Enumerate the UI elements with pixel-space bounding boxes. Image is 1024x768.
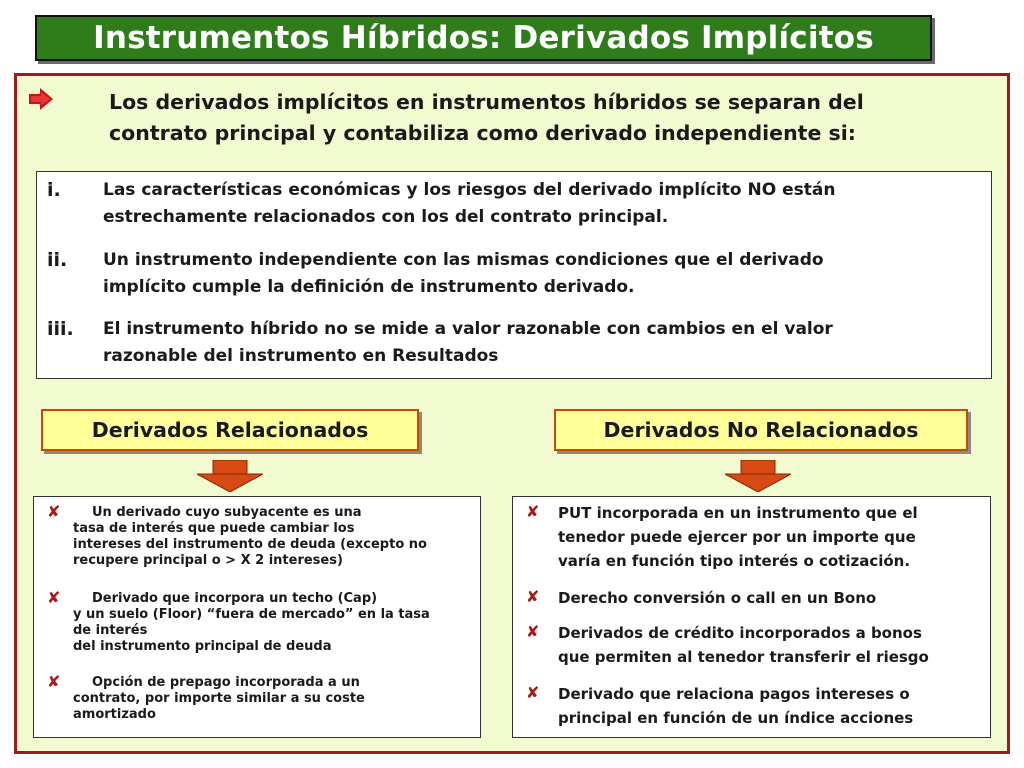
cross-bullet-icon: ✘	[526, 683, 540, 702]
list-item-line: Derivado que relaciona pagos intereses o	[558, 685, 910, 703]
list-item	[47, 588, 477, 655]
down-arrow-icon	[197, 460, 263, 496]
list-item	[526, 501, 986, 573]
condition-line: El instrumento híbrido no se mide a valor razonable con cambios en el valor	[103, 319, 833, 339]
condition-number: iii.	[47, 318, 74, 340]
cross-bullet-icon: ✘	[47, 502, 61, 521]
list-item-line: recupere principal o > X 2 intereses)	[73, 553, 343, 568]
not-related-list-box	[512, 496, 991, 738]
list-item-line: tenedor puede ejercer por un importe que	[558, 528, 916, 546]
condition-item	[47, 177, 977, 231]
main-frame	[14, 73, 1010, 754]
list-item	[47, 672, 477, 723]
list-item-line: Derecho conversión o call en un Bono	[558, 589, 877, 607]
down-arrow-icon	[725, 460, 791, 496]
list-item-line: varía en función tipo interés o cotización.	[558, 552, 911, 570]
related-derivatives-label: Derivados Relacionados	[41, 409, 419, 451]
list-item	[526, 586, 986, 610]
list-item-line: contrato, por importe similar a su coste	[73, 691, 365, 706]
condition-item	[47, 247, 977, 301]
condition-line: estrechamente relacionados con los del contrato principal.	[103, 207, 669, 227]
list-item-line: Derivado que incorpora un techo (Cap)	[92, 591, 378, 606]
red-arrow-icon	[29, 88, 53, 114]
condition-line: razonable del instrumento en Resultados	[103, 346, 499, 366]
page-title: Instrumentos Híbridos: Derivados Implícitos	[35, 15, 932, 61]
list-item-line: Un derivado cuyo subyacente es una	[92, 505, 362, 520]
list-item-line: Derivados de crédito incorporados a bonos	[558, 624, 922, 642]
condition-line: Un instrumento independiente con las mismas condiciones que el derivado	[103, 250, 824, 270]
condition-item	[47, 316, 977, 370]
intro-line: contrato principal y contabiliza como derivado independiente si:	[109, 121, 856, 145]
list-item-line: que permiten al tenedor transferir el riesgo	[558, 648, 929, 666]
conditions-box	[36, 171, 992, 379]
not-related-derivatives-label: Derivados No Relacionados	[554, 409, 968, 451]
list-item-line: de interés	[73, 623, 148, 638]
list-item-line: y un suelo (Floor) “fuera de mercado” en la tasa	[73, 607, 430, 622]
list-item-line: PUT incorporada en un instrumento que el	[558, 504, 918, 522]
list-item	[526, 682, 986, 730]
list-item-line: del instrumento principal de deuda	[73, 639, 332, 654]
list-item-line: Opción de prepago incorporada a un	[92, 675, 360, 690]
list-item-line: principal en función de un índice acciones	[558, 709, 914, 727]
list-item	[526, 621, 986, 669]
intro-line: Los derivados implícitos en instrumentos híbridos se separan del	[109, 90, 864, 114]
cross-bullet-icon: ✘	[47, 672, 61, 691]
condition-number: ii.	[47, 249, 68, 271]
condition-line: implícito cumple la definición de instrumento derivado.	[103, 277, 635, 297]
list-item-line: tasa de interés que puede cambiar los	[73, 521, 355, 536]
intro-text	[109, 87, 999, 149]
cross-bullet-icon: ✘	[47, 588, 61, 607]
cross-bullet-icon: ✘	[526, 502, 540, 521]
related-list-box	[33, 496, 481, 738]
condition-number: i.	[47, 179, 61, 201]
condition-line: Las características económicas y los riesgos del derivado implícito NO están	[103, 180, 836, 200]
cross-bullet-icon: ✘	[526, 587, 540, 606]
list-item-line: amortizado	[73, 707, 156, 722]
list-item-line: intereses del instrumento de deuda (excepto no	[73, 537, 427, 552]
list-item	[47, 502, 477, 569]
cross-bullet-icon: ✘	[526, 622, 540, 641]
